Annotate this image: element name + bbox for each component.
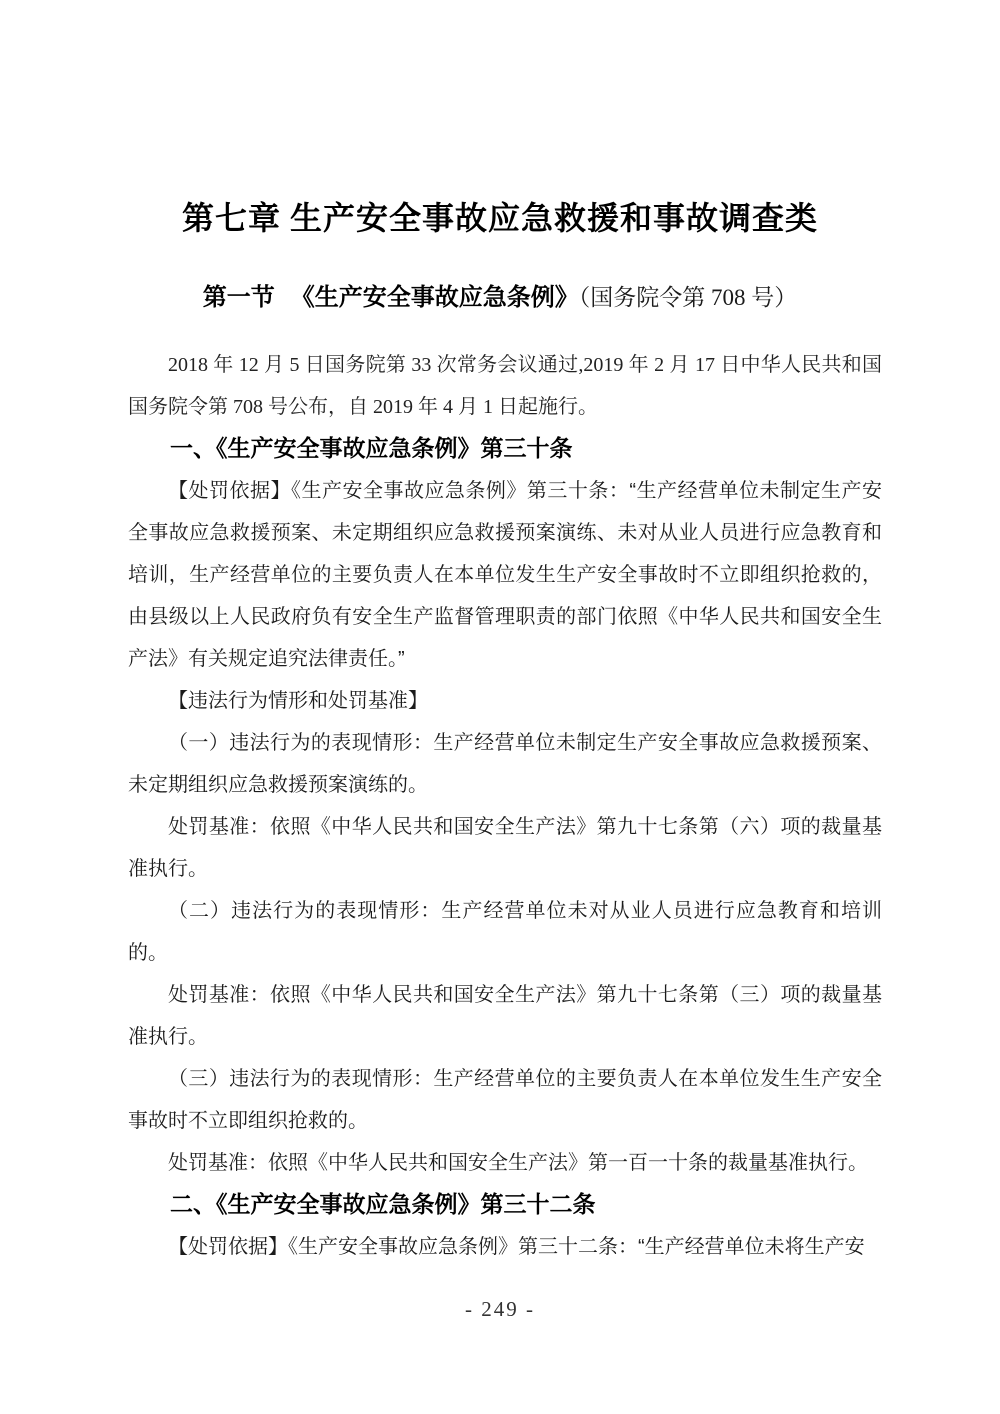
body-paragraph-penalty-standard-3: 处罚基准：依照《中华人民共和国安全生产法》第一百一十条的裁量基准执行。 xyxy=(168,1152,868,1174)
body-paragraph-violation-header: 【违法行为情形和处罚基准】 xyxy=(168,690,428,712)
sub-heading-article-32: 二、《生产安全事故应急条例》第三十二条 xyxy=(170,1192,596,1217)
document-body xyxy=(128,344,882,1268)
body-paragraph-violation-3: （三）违法行为的表现情形：生产经营单位的主要负责人在本单位发生生产安全事故时不立即组织抢救的。 xyxy=(128,1068,882,1132)
section-heading xyxy=(0,281,1000,315)
sub-heading-article-30: 一、《生产安全事故应急条例》第三十条 xyxy=(170,436,573,461)
body-paragraph-violation-2: （二）违法行为的表现情形：生产经营单位未对从业人员进行应急教育和培训的。 xyxy=(128,900,882,964)
section-decree: （国务院令第 708 号） xyxy=(578,285,798,310)
chapter-title: 第七章 生产安全事故应急救援和事故调查类 xyxy=(181,200,818,236)
body-paragraph-penalty-standard-1: 处罚基准：依照《中华人民共和国安全生产法》第九十七条第（六）项的裁量基准执行。 xyxy=(128,816,882,880)
intro-paragraph: 2018 年 12 月 5 日国务院第 33 次常务会议通过,2019 年 2 月 17 日中华人民共和国国务院令第 708 号公布，自 2019 年 4 月 1 日起施行。 xyxy=(128,354,882,418)
body-paragraph-penalty-basis-30: 【处罚依据】《生产安全事故应急条例》第三十条：“生产经营单位未制定生产安全事故应急救援预案、未定期组织应急救援预案演练、未对从业人员进行应急教育和培训，生产经营单位的主要负责人在本单位发生生产安全事故时不立即组织抢救的，由县级以上人民政府负有安全生产监督管理职责的部门依照《中华人民共和国安全生产法》有关规定追究法律责任。” xyxy=(128,480,882,670)
section-book-title: 《生产安全事故应急条例》 xyxy=(290,284,579,311)
section-label: 第一节 xyxy=(202,284,275,311)
body-paragraph-violation-1: （一）违法行为的表现情形：生产经营单位未制定生产安全事故应急救援预案、未定期组织应急救援预案演练的。 xyxy=(128,732,882,796)
page-number: - 249 - xyxy=(465,1297,535,1321)
body-paragraph-penalty-basis-32: 【处罚依据】《生产安全事故应急条例》第三十二条：“生产经营单位未将生产安 xyxy=(168,1236,865,1258)
body-paragraph-penalty-standard-2: 处罚基准：依照《中华人民共和国安全生产法》第九十七条第（三）项的裁量基准执行。 xyxy=(128,984,882,1048)
